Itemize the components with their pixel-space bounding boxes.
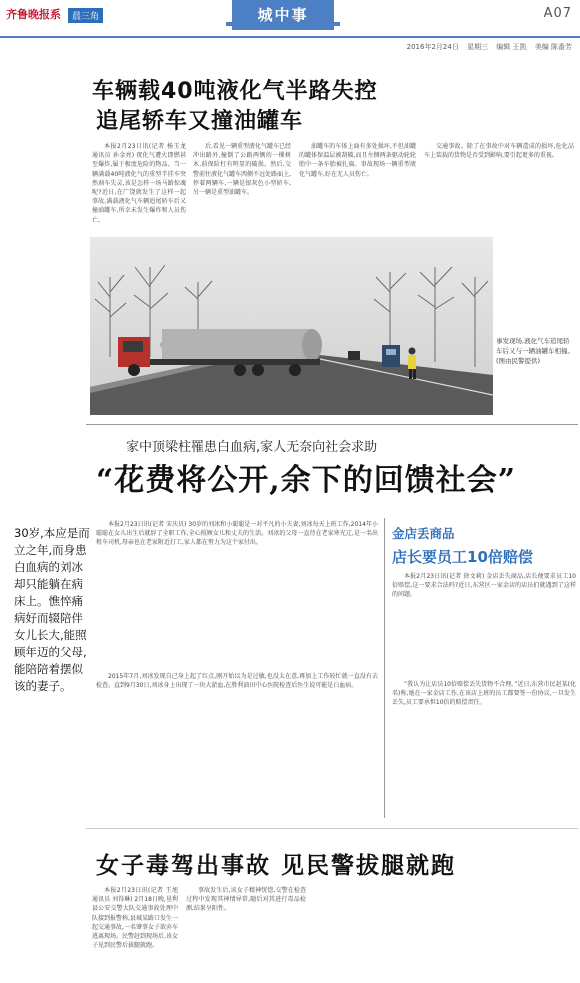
story4-divider <box>86 828 578 829</box>
story1-headline-line2: 追尾轿车又撞油罐车 <box>96 109 304 134</box>
story3-kicker: 金店丢商品 <box>392 526 455 541</box>
masthead-rule <box>0 36 580 38</box>
accident-photo <box>90 237 493 415</box>
accident-scene-image <box>90 237 493 415</box>
story2-kicker: 家中顶梁柱罹患白血病,家人无奈向社会求助 <box>126 440 378 455</box>
story2-headline: “花费将公开,余下的回馈社会” <box>96 463 516 498</box>
story3-column-2: “我认为让店员10倍赔偿丢失货物不合理。”近日,东营市民赵某(化名)称,她在一家金店工作,在该店上班的员工都要签一份协议,一旦发生丢失,员工要承担10倍的赔偿责任。 <box>392 681 576 707</box>
story4-column-1: 本报2月23日讯(记者 王旭 通讯员 刘得琳) 2月18日晚,垦利县公安交警大队交通事故处理中队接到报警称,县城某路口发生一起交通事故,一名肇事女子欲弃车逃离现场。民警赶到现场后,该女子见到民警后拔腿就跑。 <box>92 887 178 950</box>
story1-column-4: 交通事故。除了在事故中对车辆造成的损坏,危化品车上装载的货物是否受到影响,要引起更多的重视。 <box>424 143 574 160</box>
edition-badge: 晨三角 <box>68 8 103 23</box>
page-number: A07 <box>543 6 572 21</box>
story4-headline: 女子毒驾出事故 见民警拔腿就跑 <box>96 853 457 879</box>
section-divider <box>86 424 578 425</box>
issue-date: 2016年2月24日 <box>406 43 459 51</box>
story1-column-1: 本报2月23日讯(记者 杨玉龙 通讯员 孙金亮) 夜化气遭火即燃甚至爆炸,属于极度危险的物品。当一辆满载40吨液化气的重型半挂车突然刹车失灵,该是怎样一场马路惊魂呢?近日,在广饶就发生了这样一起事故,满载液化气车辆追尾轿车后又撞油罐车,所幸未发生爆炸和人员伤亡。 <box>92 143 186 224</box>
section-title: 城中事 <box>232 0 334 30</box>
masthead <box>0 0 580 36</box>
story1-headline-line1: 车辆载40吨液化气半路失控 <box>92 79 378 104</box>
newspaper-logo: 齐鲁晚报系 <box>6 8 61 21</box>
story1-column-3: 油罐车的车体上面有多处损坏,不但油罐的罐体保温层被刮破,而且左侧两条驱动轮轮胎中一条车胎被扎扁。事故现场一辆重型液化气罐车,好在无人员伤亡。 <box>299 143 416 178</box>
photo-caption: 事发现场,液化气车追尾轿车后又与一辆油罐车相撞。(图由民警提供) <box>496 337 574 365</box>
issue-editor: 编辑 王凯 <box>496 43 527 51</box>
story4-column-2: 事故发生后,该女子精神恍惚,交警在检查过程中发现其神情异常,随后对其进行毒品检测,结果呈阳性。 <box>186 887 306 913</box>
story2-pull-quote: 30岁,本应是而立之年,而身患白血病的刘冰却只能躺在病床上。憔悴痛病好而辍陪伴女儿长大,能照顾年迈的父母,能陪陪着摆似该的妻子。 <box>14 526 90 693</box>
story1-column-2: 后,看见一辆重型液化气罐车已经冲出路外,撞倒了公路两侧的一棵树木,前保险杠有明显的破损。然后,交警前往液化气罐车西侧不远处路面上,停着两辆车,一辆是银灰色小型轿车,另一辆是重型油罐车。 <box>193 143 291 197</box>
story2-column-2: 2015年7月,刘冰发现自己身上起了红点,刚开始以为是过敏,也没太在意,再加上工作较忙就一直没有去检查。直到9月30日,刘冰身上出现了一块大淤血,在胜利油田中心医院检查后医生说可能是白血病。 <box>96 673 378 690</box>
column-divider <box>384 518 385 818</box>
issue-meta <box>401 42 572 52</box>
story3-column-1: 本报2月23日讯(记者 徐文莉) 金店丢失商品,店长便要求员工10倍赔偿,这一要求合法吗?近日,东营区一家金店的店员们就遇到了这样的问题。 <box>392 573 576 599</box>
story3-headline: 店长要员工10倍赔偿 <box>392 548 533 566</box>
story2-column-1: 本报2月23日讯(记者 宋庆贝) 30岁的刘冰和小聪聪是一对平凡的小夫妻,刘冰每天上班工作,2014年小聪聪在女儿出生后就辞了全职工作,全心照顾女儿和丈夫的生活。刘冰的父母一直待在老家寒光辽,是一名出租车司机,母亲也在老家附近打工,家人都在努力为这个家付出。 <box>96 521 378 547</box>
issue-designer: 美编 陈番芳 <box>534 43 572 51</box>
issue-weekday: 星期三 <box>467 43 489 51</box>
